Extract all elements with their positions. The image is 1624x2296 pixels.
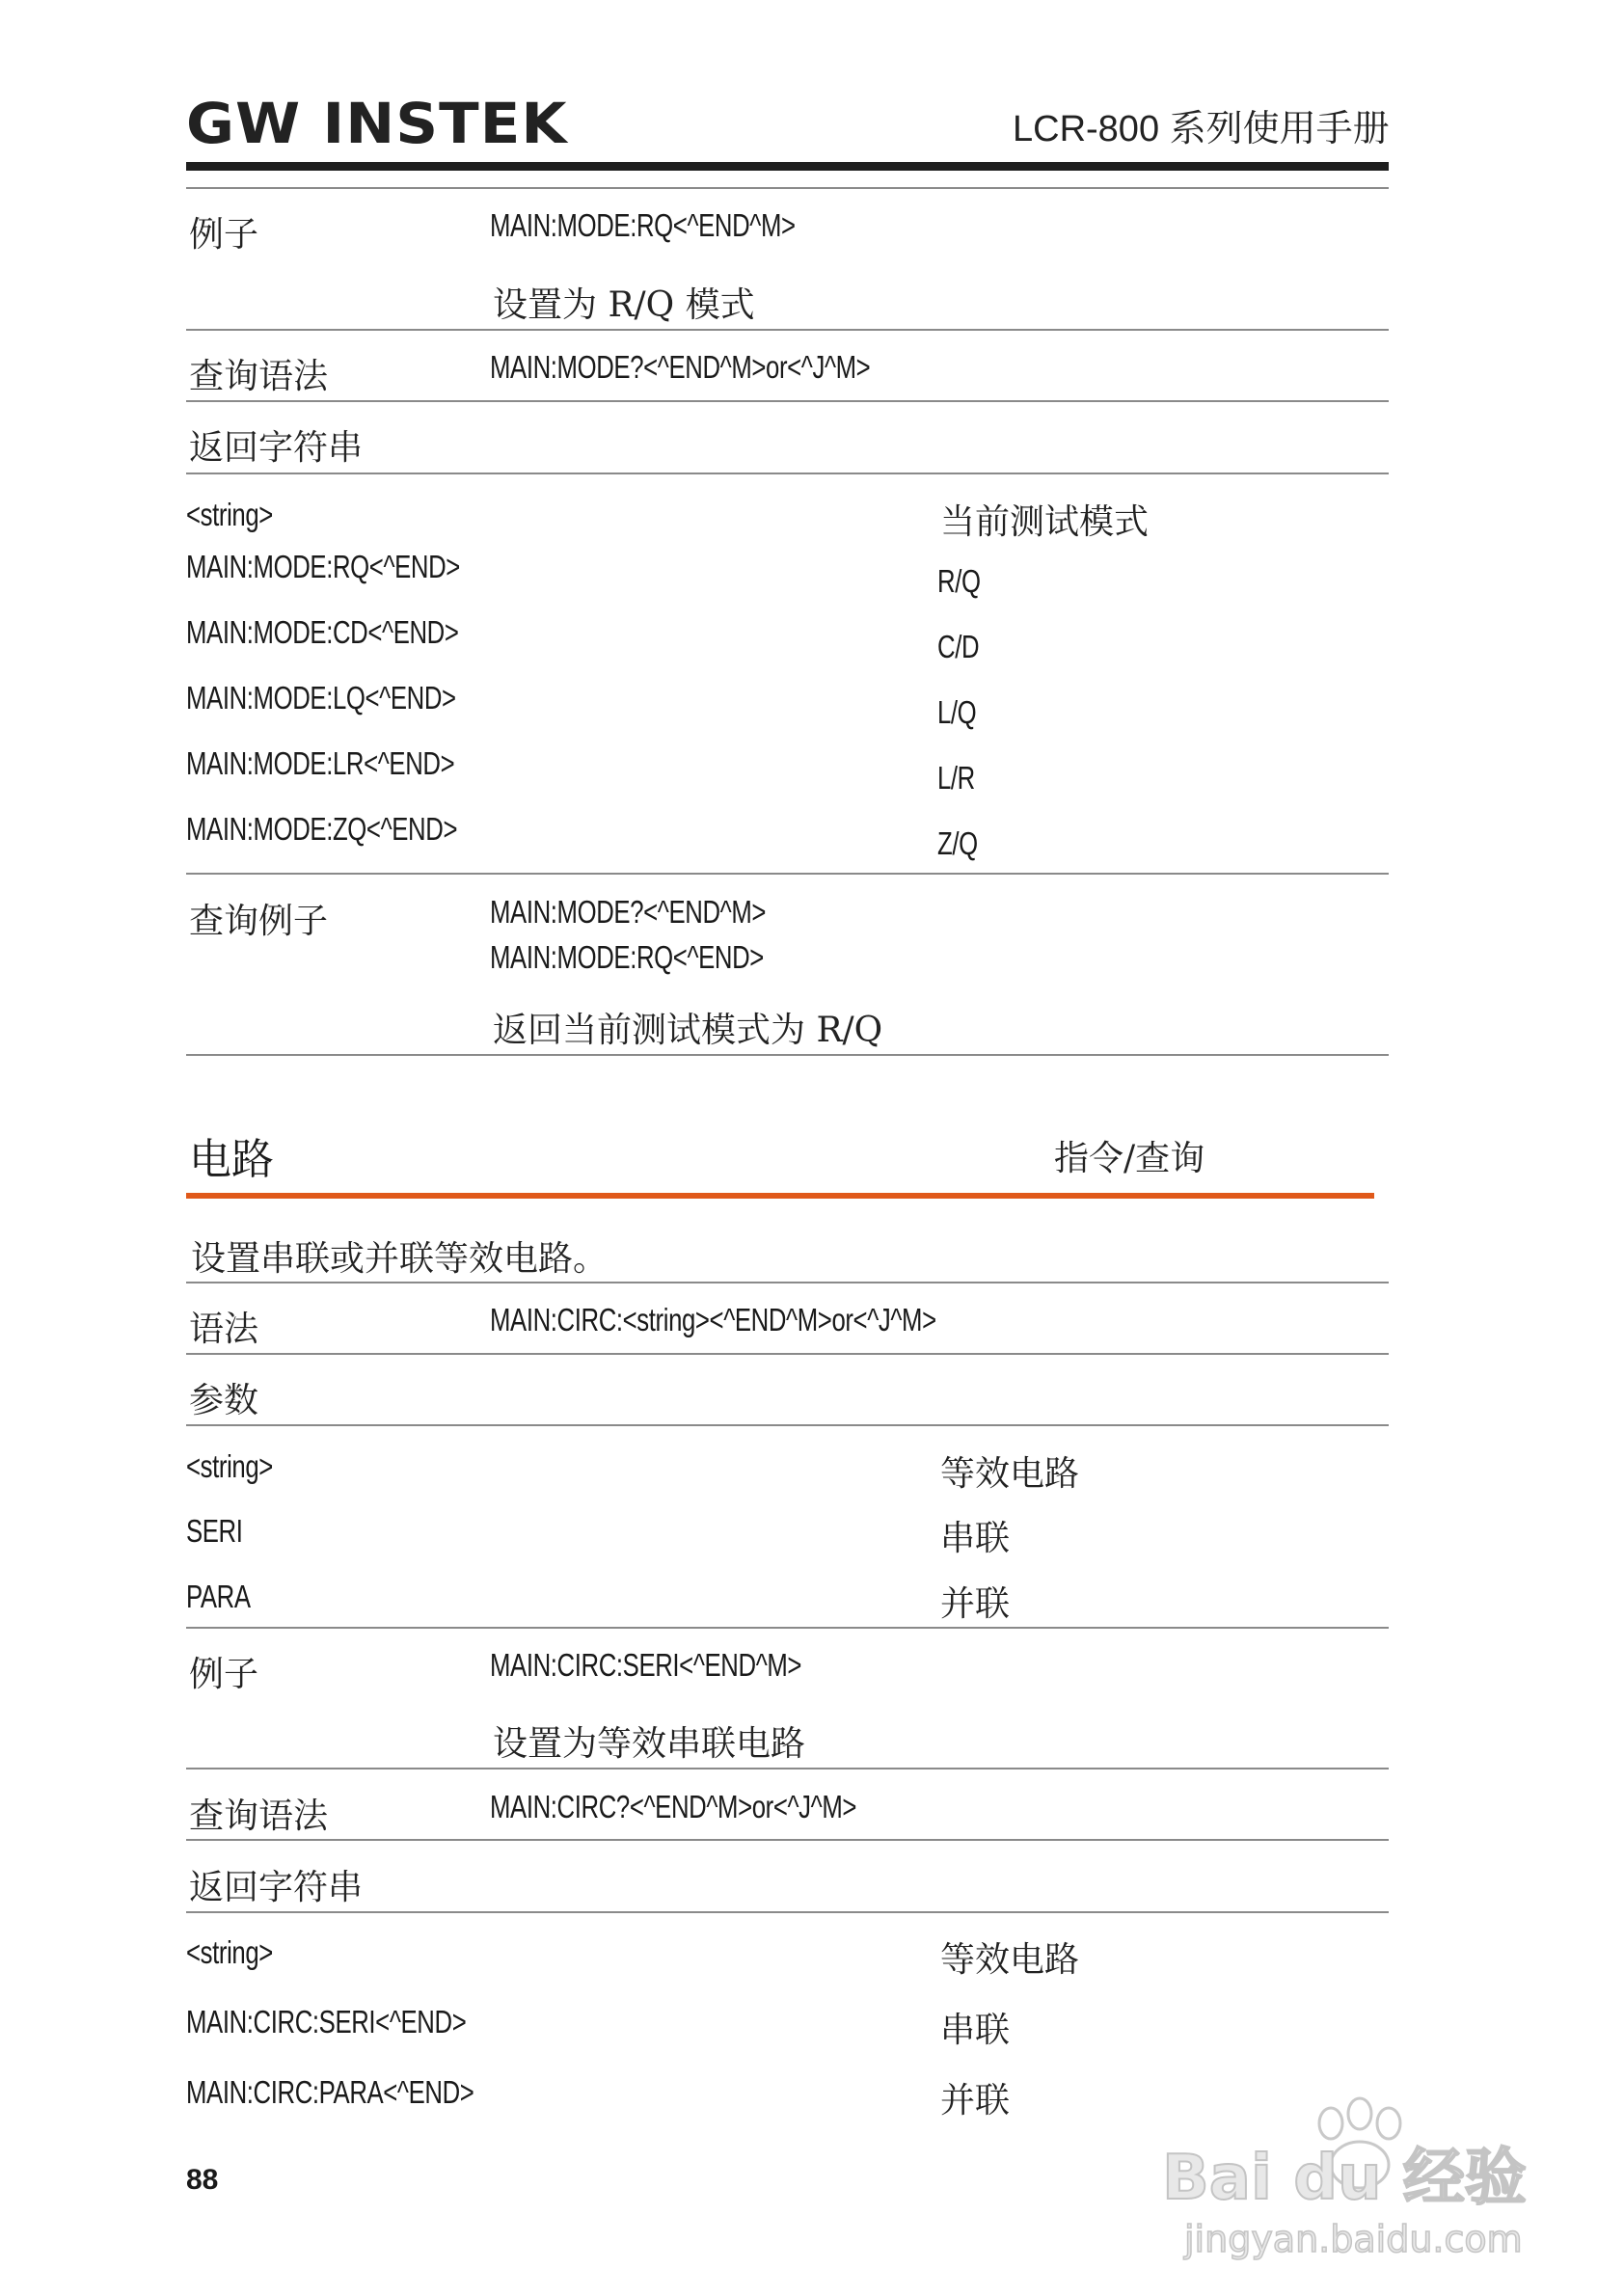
return-row-value: R/Q <box>937 563 981 599</box>
query-example-command: MAIN:MODE?<^END^M> <box>490 894 767 930</box>
query-example-response: MAIN:MODE:RQ<^END> <box>490 939 764 975</box>
param-table-header-string: <string> <box>186 1448 273 1484</box>
section-tag: 指令/查询 <box>1054 1139 1205 1178</box>
return-row-command: MAIN:MODE:LQ<^END> <box>186 680 456 716</box>
document-title: LCR-800 系列使用手册 <box>1013 109 1390 149</box>
return-table-header-string: <string> <box>186 1934 273 1970</box>
divider <box>186 1424 1389 1426</box>
divider <box>186 1353 1389 1355</box>
query-syntax-label: 查询语法 <box>189 1796 329 1836</box>
return-row-command: MAIN:CIRC:SERI<^END> <box>186 2004 467 2039</box>
watermark-brand: Bai du 经验 <box>1162 2143 1527 2214</box>
query-syntax: MAIN:MODE?<^END^M>or<^J^M> <box>490 349 871 385</box>
example-command: MAIN:CIRC:SERI<^END^M> <box>490 1647 802 1683</box>
divider <box>186 1911 1389 1913</box>
divider <box>186 1282 1389 1283</box>
syntax-label: 语法 <box>189 1310 259 1349</box>
return-row-value: Z/Q <box>937 825 978 861</box>
section-title: 电路 <box>189 1135 274 1184</box>
return-row-value: 串联 <box>940 2011 1011 2050</box>
example-description: 设置为等效串联电路 <box>493 1724 806 1764</box>
param-row-meaning: 并联 <box>940 1584 1011 1624</box>
divider <box>186 400 1389 402</box>
brand-logo: GW INSTEK <box>186 91 568 156</box>
return-row-value: L/R <box>937 760 975 796</box>
return-table-header-mode: 当前测试模式 <box>940 502 1150 542</box>
return-row-value: 并联 <box>940 2081 1011 2120</box>
header-rule <box>186 162 1389 171</box>
param-row-meaning: 串联 <box>940 1519 1011 1558</box>
divider <box>186 473 1389 474</box>
example-description: 设置为 R/Q 模式 <box>493 285 755 325</box>
return-row-command: MAIN:MODE:RQ<^END> <box>186 549 460 584</box>
return-row-command: MAIN:MODE:CD<^END> <box>186 614 459 650</box>
return-table-header-string: <string> <box>186 497 273 532</box>
param-table-header-circuit: 等效电路 <box>940 1454 1080 1494</box>
param-row-value: SERI <box>186 1513 243 1549</box>
baidu-jingyan-watermark <box>1157 2073 1572 2266</box>
section-description: 设置串联或并联等效电路。 <box>191 1239 609 1279</box>
return-row-value: C/D <box>937 629 980 664</box>
divider <box>186 1054 1389 1056</box>
divider <box>186 1627 1389 1629</box>
query-example-label: 查询例子 <box>189 902 329 941</box>
query-syntax: MAIN:CIRC?<^END^M>or<^J^M> <box>490 1789 857 1824</box>
query-syntax-label: 查询语法 <box>189 357 329 396</box>
return-row-command: MAIN:CIRC:PARA<^END> <box>186 2074 474 2110</box>
parameter-label: 参数 <box>189 1381 259 1420</box>
example-label: 例子 <box>189 1655 259 1694</box>
divider <box>186 187 1389 189</box>
divider <box>186 329 1389 331</box>
return-string-label: 返回字符串 <box>189 1868 364 1907</box>
divider <box>186 1839 1389 1841</box>
param-row-value: PARA <box>186 1579 251 1614</box>
example-command: MAIN:MODE:RQ<^END^M> <box>490 207 796 243</box>
section-accent-rule <box>186 1193 1374 1199</box>
return-row-command: MAIN:MODE:ZQ<^END> <box>186 811 458 847</box>
page-number: 88 <box>186 2164 219 2196</box>
example-label: 例子 <box>189 215 259 255</box>
syntax: MAIN:CIRC:<string><^END^M>or<^J^M> <box>490 1302 936 1337</box>
divider <box>186 1768 1389 1769</box>
watermark-url: jingyan.baidu.com <box>1184 2218 1523 2260</box>
return-row-value: L/Q <box>937 694 977 730</box>
return-string-label: 返回字符串 <box>189 428 364 468</box>
return-table-header-circuit: 等效电路 <box>940 1940 1080 1980</box>
query-example-description: 返回当前测试模式为 R/Q <box>493 1011 883 1050</box>
divider <box>186 873 1389 875</box>
return-row-command: MAIN:MODE:LR<^END> <box>186 745 455 781</box>
